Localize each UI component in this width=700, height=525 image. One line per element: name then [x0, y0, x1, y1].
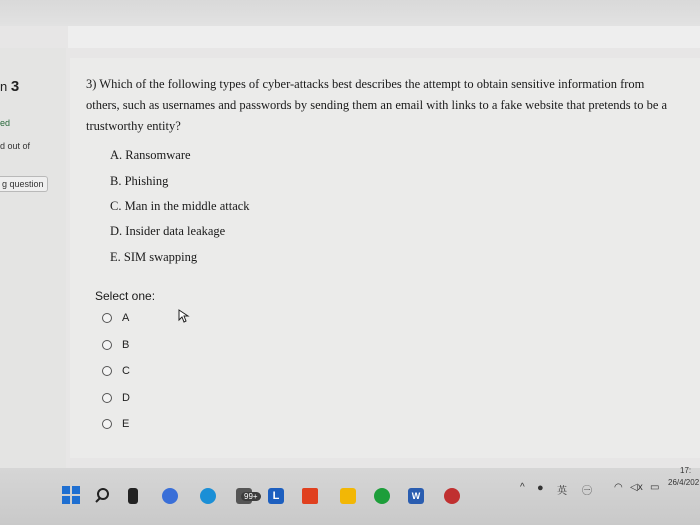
ime-indicator[interactable]: ㊀	[582, 486, 592, 497]
question-number	[0, 78, 19, 95]
option-a: A. Ransomware	[110, 148, 191, 162]
notification-badge: 99+	[241, 492, 261, 501]
page-header-strip	[68, 26, 700, 48]
word-icon[interactable]: W	[408, 488, 424, 504]
choice-label: E	[122, 418, 130, 430]
question-status: ed	[0, 118, 11, 128]
search-icon[interactable]	[95, 487, 111, 503]
clock-time[interactable]: 17:	[680, 466, 692, 475]
browser-top-band	[0, 0, 700, 26]
file-explorer-icon[interactable]	[340, 488, 356, 504]
radio-button[interactable]	[102, 340, 112, 350]
choice-label: A	[122, 312, 130, 324]
answer-choice-a[interactable]	[102, 312, 129, 324]
teams-icon[interactable]	[162, 488, 178, 504]
answer-choice-d[interactable]	[102, 392, 130, 404]
choice-label: D	[122, 392, 130, 404]
radio-button[interactable]	[102, 366, 112, 376]
cloud-icon[interactable]: ●	[537, 482, 544, 494]
question-mark: d out of	[0, 141, 31, 151]
chevron-up-icon[interactable]: ^	[520, 482, 525, 493]
learn-app-icon[interactable]: L	[268, 488, 284, 504]
wifi-icon[interactable]: ◠	[614, 482, 623, 493]
question-text: 3) Which of the following types of cyber-attacks best describes the attempt to obtain sensitive information from others, such as usernames and passwords by sending them an email with links to a fake website that pretends to be a trustworthy entity?	[86, 77, 668, 133]
radio-button[interactable]	[102, 393, 112, 403]
answer-choice-c[interactable]	[102, 365, 130, 377]
answer-choice-e[interactable]	[102, 418, 129, 430]
question-number-value: 3	[10, 78, 20, 95]
edge-icon[interactable]	[200, 488, 216, 504]
mouse-cursor-icon	[178, 309, 190, 323]
chrome-icon[interactable]	[374, 488, 390, 504]
question-info-sidebar	[0, 48, 66, 468]
task-view-icon[interactable]	[128, 488, 138, 504]
option-d: D. Insider data leakage	[110, 224, 226, 238]
question-label: n	[0, 79, 11, 94]
language-indicator[interactable]: 英	[557, 486, 567, 497]
option-b: B. Phishing	[110, 174, 169, 188]
app-icon[interactable]	[444, 488, 460, 504]
windows-start-icon[interactable]	[62, 486, 80, 504]
answer-choice-b[interactable]	[102, 339, 129, 351]
office-icon[interactable]	[302, 488, 318, 504]
option-e: E. SIM swapping	[110, 250, 198, 264]
choice-label: B	[122, 339, 130, 351]
choice-label: C	[122, 365, 130, 377]
flag-question-button[interactable]: g question	[0, 176, 48, 192]
radio-button[interactable]	[102, 313, 112, 323]
option-c: C. Man in the middle attack	[110, 199, 250, 213]
volume-icon[interactable]: ◁x	[630, 482, 643, 493]
radio-button[interactable]	[102, 419, 112, 429]
select-one-label: Select one:	[95, 289, 156, 303]
battery-icon[interactable]: ▭	[650, 482, 660, 493]
clock-date[interactable]: 26/4/202	[668, 478, 700, 487]
